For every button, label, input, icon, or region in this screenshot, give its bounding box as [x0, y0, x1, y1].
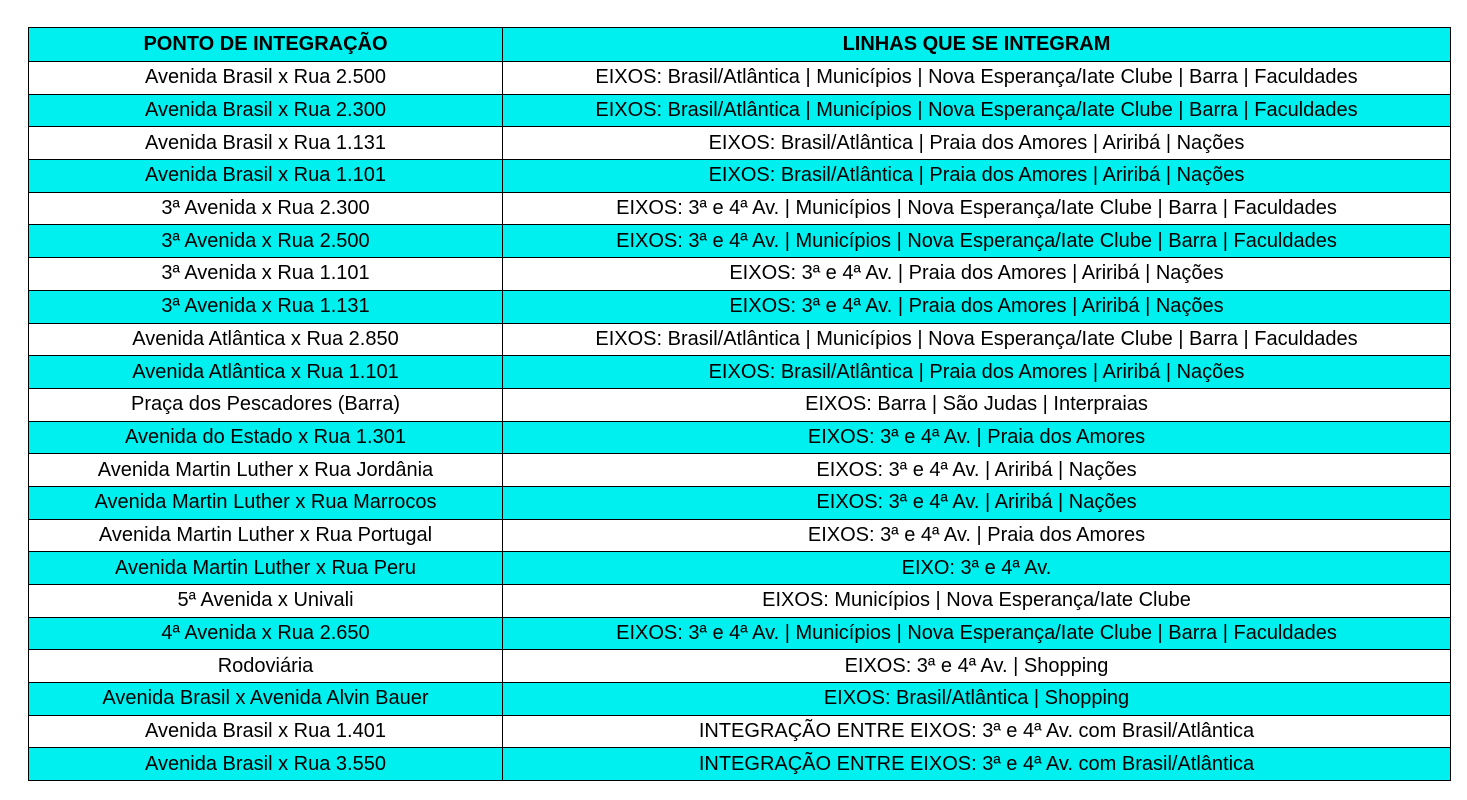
integration-point-cell: Avenida Brasil x Rua 3.550 — [29, 748, 503, 781]
integration-point-cell: Avenida Martin Luther x Rua Peru — [29, 552, 503, 585]
integrated-lines-cell: EIXOS: 3ª e 4ª Av. | Ariribá | Nações — [503, 486, 1451, 519]
integration-point-cell: Avenida Atlântica x Rua 2.850 — [29, 323, 503, 356]
integrated-lines-cell: EIXOS: Brasil/Atlântica | Municípios | Nova Esperança/Iate Clube | Barra | Faculdades — [503, 323, 1451, 356]
integrated-lines-cell: EIXOS: Brasil/Atlântica | Shopping — [503, 683, 1451, 716]
integration-point-cell: Rodoviária — [29, 650, 503, 683]
integrated-lines-cell: EIXOS: 3ª e 4ª Av. | Praia dos Amores — [503, 519, 1451, 552]
integration-point-cell: Avenida Martin Luther x Rua Marrocos — [29, 486, 503, 519]
table-row — [29, 356, 1451, 389]
integration-point-cell: 4ª Avenida x Rua 2.650 — [29, 617, 503, 650]
integrated-lines-cell: EIXOS: Brasil/Atlântica | Municípios | Nova Esperança/Iate Clube | Barra | Faculdades — [503, 62, 1451, 95]
table-row — [29, 486, 1451, 519]
integration-point-cell: Avenida Brasil x Rua 1.131 — [29, 127, 503, 160]
integrated-lines-cell: EIXOS: Brasil/Atlântica | Praia dos Amores | Ariribá | Nações — [503, 127, 1451, 160]
table-row — [29, 160, 1451, 193]
integration-point-cell: Avenida Brasil x Rua 2.500 — [29, 62, 503, 95]
integrated-lines-cell: EIXOS: 3ª e 4ª Av. | Municípios | Nova Esperança/Iate Clube | Barra | Faculdades — [503, 617, 1451, 650]
integrated-lines-cell: EIXOS: 3ª e 4ª Av. | Municípios | Nova Esperança/Iate Clube | Barra | Faculdades — [503, 192, 1451, 225]
integration-point-cell: 3ª Avenida x Rua 2.300 — [29, 192, 503, 225]
table-row — [29, 94, 1451, 127]
integration-point-cell: 3ª Avenida x Rua 1.131 — [29, 290, 503, 323]
integration-table-container — [28, 27, 1451, 781]
table-row — [29, 192, 1451, 225]
integrated-lines-cell: EIXOS: 3ª e 4ª Av. | Ariribá | Nações — [503, 454, 1451, 487]
header-integrated-lines: LINHAS QUE SE INTEGRAM — [503, 28, 1451, 62]
table-row — [29, 127, 1451, 160]
header-integration-point: PONTO DE INTEGRAÇÃO — [29, 28, 503, 62]
integration-point-cell: Avenida Martin Luther x Rua Portugal — [29, 519, 503, 552]
table-row — [29, 683, 1451, 716]
table-row — [29, 715, 1451, 748]
table-header-row — [29, 28, 1451, 62]
table-row — [29, 617, 1451, 650]
integration-point-cell: Avenida Brasil x Rua 1.101 — [29, 160, 503, 193]
integration-point-cell: 5ª Avenida x Univali — [29, 585, 503, 618]
integration-point-cell: Praça dos Pescadores (Barra) — [29, 388, 503, 421]
integrated-lines-cell: EIXOS: Brasil/Atlântica | Municípios | Nova Esperança/Iate Clube | Barra | Faculdades — [503, 94, 1451, 127]
integration-point-cell: 3ª Avenida x Rua 1.101 — [29, 258, 503, 291]
integration-point-cell: Avenida Martin Luther x Rua Jordânia — [29, 454, 503, 487]
integrated-lines-cell: EIXOS: Barra | São Judas | Interpraias — [503, 388, 1451, 421]
integrated-lines-cell: EIXOS: 3ª e 4ª Av. | Praia dos Amores | Ariribá | Nações — [503, 290, 1451, 323]
integrated-lines-cell: EIXOS: Brasil/Atlântica | Praia dos Amores | Ariribá | Nações — [503, 160, 1451, 193]
table-row — [29, 748, 1451, 781]
integrated-lines-cell: EIXOS: 3ª e 4ª Av. | Municípios | Nova Esperança/Iate Clube | Barra | Faculdades — [503, 225, 1451, 258]
integrated-lines-cell: INTEGRAÇÃO ENTRE EIXOS: 3ª e 4ª Av. com Brasil/Atlântica — [503, 748, 1451, 781]
integration-point-cell: Avenida Brasil x Rua 1.401 — [29, 715, 503, 748]
table-row — [29, 519, 1451, 552]
integration-table — [28, 27, 1451, 781]
integrated-lines-cell: EIXOS: 3ª e 4ª Av. | Praia dos Amores — [503, 421, 1451, 454]
integrated-lines-cell: INTEGRAÇÃO ENTRE EIXOS: 3ª e 4ª Av. com Brasil/Atlântica — [503, 715, 1451, 748]
table-row — [29, 62, 1451, 95]
integration-point-cell: Avenida do Estado x Rua 1.301 — [29, 421, 503, 454]
integration-point-cell: 3ª Avenida x Rua 2.500 — [29, 225, 503, 258]
table-row — [29, 290, 1451, 323]
table-row — [29, 388, 1451, 421]
table-body — [29, 62, 1451, 781]
table-row — [29, 323, 1451, 356]
integrated-lines-cell: EIXOS: Municípios | Nova Esperança/Iate Clube — [503, 585, 1451, 618]
integrated-lines-cell: EIXOS: 3ª e 4ª Av. | Praia dos Amores | Ariribá | Nações — [503, 258, 1451, 291]
integrated-lines-cell: EIXOS: Brasil/Atlântica | Praia dos Amores | Ariribá | Nações — [503, 356, 1451, 389]
table-row — [29, 552, 1451, 585]
integrated-lines-cell: EIXO: 3ª e 4ª Av. — [503, 552, 1451, 585]
table-row — [29, 585, 1451, 618]
table-row — [29, 421, 1451, 454]
table-row — [29, 454, 1451, 487]
table-row — [29, 225, 1451, 258]
integration-point-cell: Avenida Brasil x Avenida Alvin Bauer — [29, 683, 503, 716]
table-row — [29, 650, 1451, 683]
table-row — [29, 258, 1451, 291]
integration-point-cell: Avenida Atlântica x Rua 1.101 — [29, 356, 503, 389]
integrated-lines-cell: EIXOS: 3ª e 4ª Av. | Shopping — [503, 650, 1451, 683]
integration-point-cell: Avenida Brasil x Rua 2.300 — [29, 94, 503, 127]
